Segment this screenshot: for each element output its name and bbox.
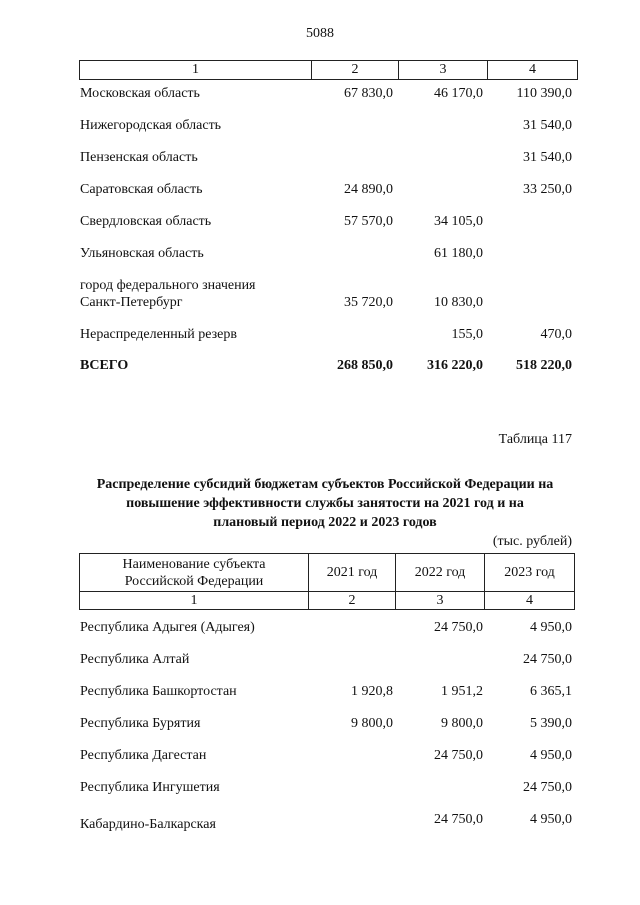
value-2023: 24 750,0 <box>523 652 572 667</box>
col-header-4: 4 <box>488 61 578 80</box>
table-row <box>80 118 572 138</box>
total-row <box>80 358 572 378</box>
total-col3: 316 220,0 <box>427 358 483 373</box>
value-2023: 4 950,0 <box>530 620 572 635</box>
units-label: (тыс. рублей) <box>492 534 572 549</box>
value-col2: 24 890,0 <box>344 182 393 197</box>
region-name: Кабардино-Балкарская <box>80 817 216 832</box>
header-name-line: Наименование субъекта <box>122 556 266 572</box>
region-name: Нижегородская область <box>80 118 222 133</box>
table-row <box>80 86 572 106</box>
table-row <box>80 684 572 704</box>
table-row <box>80 214 572 234</box>
region-name: Пензенская область <box>80 150 198 165</box>
region-name: город федерального значения <box>80 278 256 293</box>
table-row <box>80 246 572 266</box>
value-col3: 34 105,0 <box>434 214 483 229</box>
value-2023: 24 750,0 <box>523 780 572 795</box>
col-number-1: 1 <box>80 592 309 610</box>
col-number-4: 4 <box>485 592 575 610</box>
region-name: Республика Дагестан <box>80 748 207 763</box>
table-row <box>80 620 572 640</box>
value-col4: 31 540,0 <box>523 150 572 165</box>
col-header-2023: 2023 год <box>485 554 575 592</box>
region-name-line2: Санкт-Петербург <box>80 295 183 310</box>
col-number-2: 2 <box>309 592 396 610</box>
top-table-header <box>79 60 578 80</box>
page-number: 5088 <box>306 26 334 41</box>
region-name: Саратовская область <box>80 182 203 197</box>
table-row <box>80 652 572 672</box>
value-2023: 4 950,0 <box>530 812 572 827</box>
value-col3: 155,0 <box>451 327 483 342</box>
value-col2: 67 830,0 <box>344 86 393 101</box>
col-header-1: 1 <box>80 61 312 80</box>
table-row <box>80 182 572 202</box>
value-2021: 9 800,0 <box>351 716 393 731</box>
table-row <box>80 812 572 836</box>
value-col4: 31 540,0 <box>523 118 572 133</box>
value-col3: 61 180,0 <box>434 246 483 261</box>
table-row <box>80 748 572 768</box>
bottom-table-header <box>79 553 575 610</box>
region-name: Свердловская область <box>80 214 212 229</box>
region-name: Республика Ингушетия <box>80 780 220 795</box>
col-header-3: 3 <box>399 61 488 80</box>
title-line: Распределение субсидий бюджетам субъектов Российской Федерации на <box>96 477 554 492</box>
value-col4: 470,0 <box>540 327 572 342</box>
value-2022: 24 750,0 <box>434 812 483 827</box>
value-col4: 33 250,0 <box>523 182 572 197</box>
col-header-2021: 2021 год <box>309 554 396 592</box>
table-row <box>80 780 572 800</box>
value-col4: 110 390,0 <box>516 86 572 101</box>
col-header-2: 2 <box>312 61 399 80</box>
col-number-3: 3 <box>396 592 485 610</box>
region-name: Республика Башкортостан <box>80 684 237 699</box>
value-col3: 10 830,0 <box>434 295 483 310</box>
value-col2: 35 720,0 <box>344 295 393 310</box>
total-label: ВСЕГО <box>80 358 129 373</box>
region-name: Ульяновская область <box>80 246 204 261</box>
col-header-2022: 2022 год <box>396 554 485 592</box>
value-2022: 9 800,0 <box>441 716 483 731</box>
table-row <box>80 278 572 315</box>
value-2023: 6 365,1 <box>530 684 572 699</box>
title-line: плановый период 2022 и 2023 годов <box>213 515 437 530</box>
value-2023: 5 390,0 <box>530 716 572 731</box>
region-name: Республика Бурятия <box>80 716 201 731</box>
region-name: Республика Адыгея (Адыгея) <box>80 620 255 635</box>
table-row <box>80 150 572 170</box>
total-col2: 268 850,0 <box>337 358 393 373</box>
col-header-name <box>80 554 309 592</box>
table-row <box>80 327 572 347</box>
value-2022: 24 750,0 <box>434 620 483 635</box>
value-2021: 1 920,8 <box>351 684 393 699</box>
value-2022: 1 951,2 <box>441 684 483 699</box>
region-name: Республика Алтай <box>80 652 190 667</box>
total-col4: 518 220,0 <box>516 358 572 373</box>
value-2023: 4 950,0 <box>530 748 572 763</box>
table-row <box>80 716 572 736</box>
region-name: Нераспределенный резерв <box>80 327 237 342</box>
table-title <box>70 475 580 532</box>
region-name: Московская область <box>80 86 200 101</box>
header-name-line: Российской Федерации <box>124 573 264 589</box>
value-col3: 46 170,0 <box>434 86 483 101</box>
value-col2: 57 570,0 <box>344 214 393 229</box>
title-line: повышение эффективности службы занятости на 2021 год и на <box>126 496 524 511</box>
table-number-label: Таблица 117 <box>498 432 572 447</box>
value-2022: 24 750,0 <box>434 748 483 763</box>
